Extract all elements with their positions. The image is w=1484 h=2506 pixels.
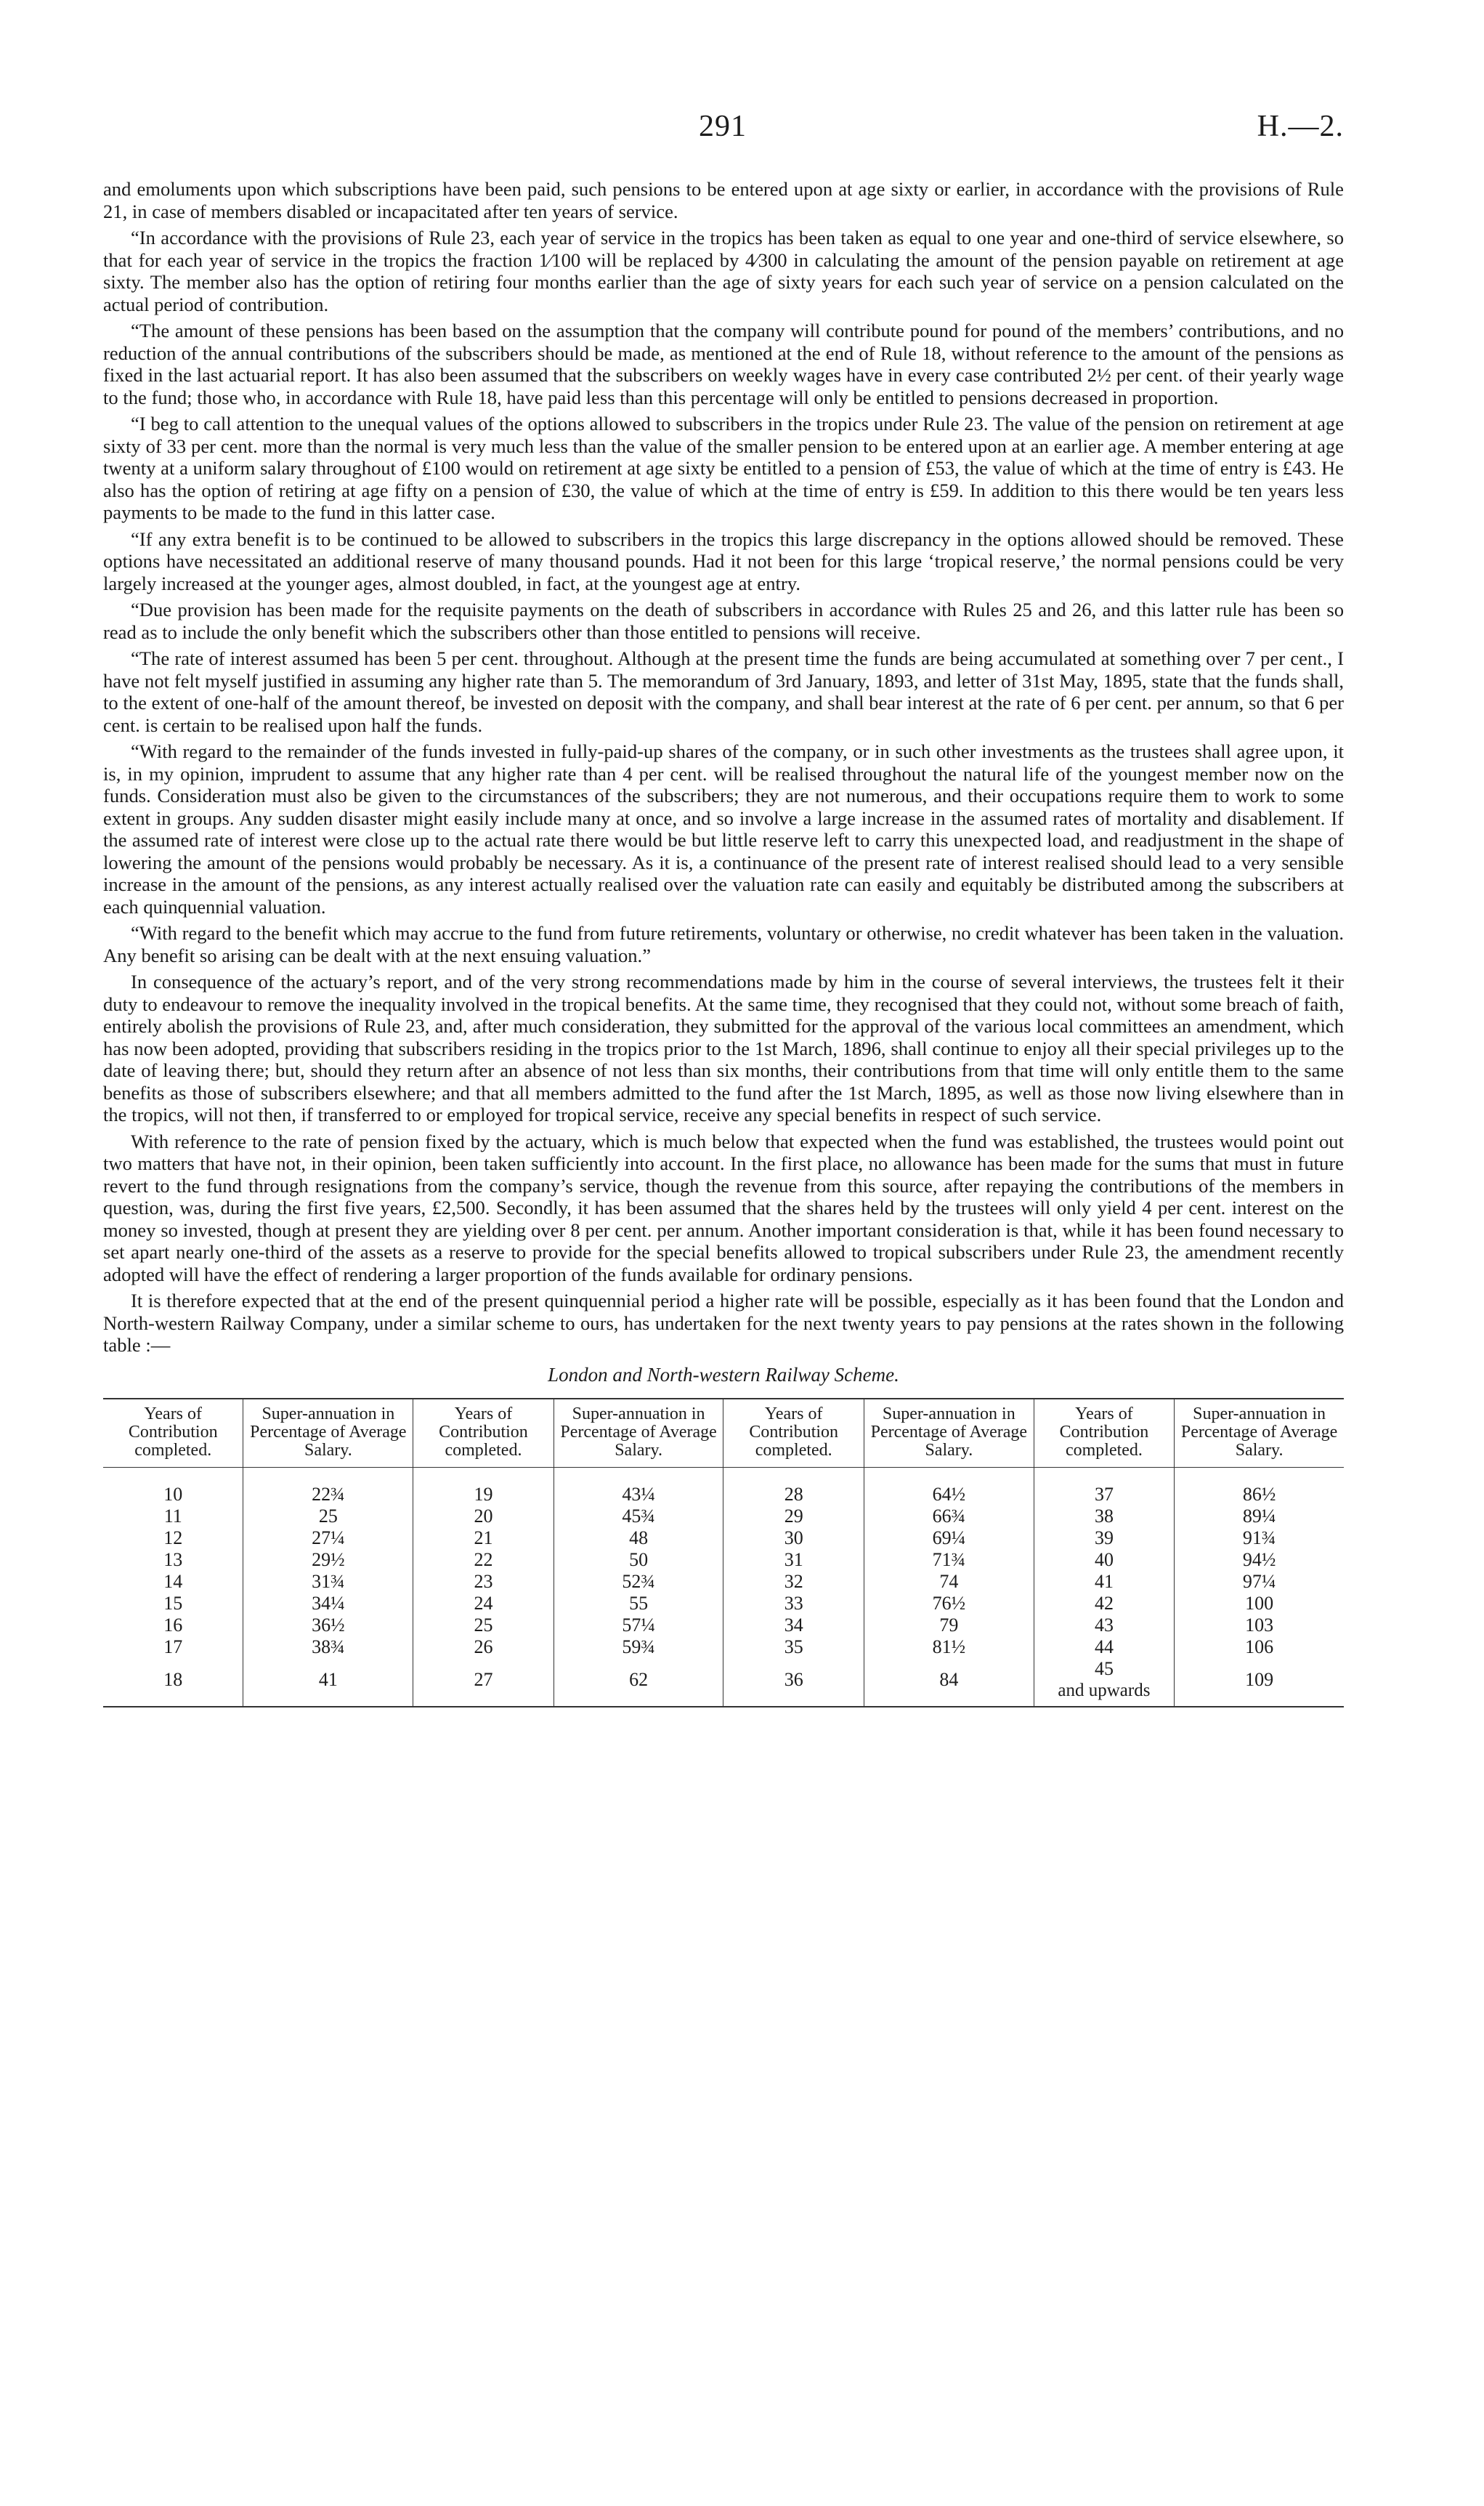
table-cell: 62 (554, 1658, 723, 1707)
table-cell: 33 (723, 1593, 864, 1614)
table-cell: 14 (163, 1570, 183, 1592)
table-cell: 55 (554, 1593, 723, 1614)
table-cell: 36½ (243, 1614, 413, 1636)
paragraph: In consequence of the actuary’s report, and of the very strong recommendations made by him in the course of several interviews, the trustees felt it their duty to endeavour to remove the inequality involved in the tropical benefits. At the same time, they recognised that they could not, without some breach of faith, entirely abolish the provisions of Rule 23, and, after much consideration, they submitted for the approval of the various local committees an amendment, which has now been adopted, providing that subscribers residing in the tropics prior to the 1st March, 1896, shall continue to enjoy all their special privileges up to the date of leaving there; but, should they return after an absence of not less than six months, their contributions from that time will only entitle them to the same benefits as those of subscribers elsewhere; and that all members admitted to the fund after the 1st March, 1895, as well as those now living elsewhere than in the tropics, will not then, if transferred to or employed for tropical service, receive any special benefits in respect of such service. (103, 971, 1344, 1125)
paragraph: “I beg to call attention to the unequal values of the options allowed to subscribers in the tropics under Rule 23. The value of the pension on retirement at age sixty of 33 per cent. more than the normal is very much less than the value of the smaller pension to be entered upon at an earlier age. A member entering at age twenty at a uniform salary throughout of £100 would on retirement at age sixty be entitled to a pension of £53, the value of which at the time of entry is £43. He also has the option of retiring at age fifty on a pension of £30, the value of which at the time of entry is £59. In addition to this there would be ten years less payments to be made to the fund in this latter case. (103, 413, 1344, 523)
paragraph: “The amount of these pensions has been based on the assumption that the company will contribute pound for pound of the members’ contributions, and no reduction of the annual contributions of the subscribers should be made, as mentioned at the end of Rule 18, without reference to the amount of the pensions as fixed in the last actuarial report. It has also been assumed that the subscribers on weekly wages have in every case contributed 2½ per cent. of their yearly wage to the fund; those who, in accordance with Rule 18, have paid less than this percentage will only be entitled to pensions decreased in proportion. (103, 320, 1344, 408)
table-cell: 22 (413, 1549, 554, 1571)
table-cell: 44 (1034, 1636, 1174, 1658)
table-cell: 64½ (864, 1484, 1034, 1505)
table-cell: 59¾ (554, 1636, 723, 1658)
column-header: Years of Contribution completed. (723, 1399, 864, 1468)
table-cell: 69¼ (864, 1527, 1034, 1549)
table-cell: 81½ (864, 1636, 1034, 1658)
table-cell: 91¾ (1175, 1527, 1344, 1549)
table-cell: 34 (723, 1614, 864, 1636)
table-cell: 66¾ (864, 1505, 1034, 1527)
table-cell: 17 (163, 1636, 183, 1657)
table-header-row (103, 1399, 1344, 1468)
last-row-note: and upwards (1058, 1680, 1151, 1700)
table-cell: 94½ (1175, 1549, 1344, 1571)
paragraph: “The rate of interest assumed has been 5 per cent. throughout. Although at the present time the funds are being accumulated at something over 7 per cent., I have not felt myself justified in assuming any higher rate than 5. The memorandum of 3rd January, 1893, and letter of 31st May, 1895, state that the funds shall, to the extent of one-half of the amount thereof, be invested on deposit with the company, and shall bear interest at the rate of 6 per cent. per annum, so that 6 per cent. is certain to be realised upon half the funds. (103, 647, 1344, 736)
table-cell: 32 (723, 1571, 864, 1593)
table-cell: 11 (163, 1505, 182, 1527)
table-cell: 18 (103, 1658, 243, 1707)
paper-reference: H.—2. (1257, 110, 1344, 143)
table-row (103, 1658, 1344, 1707)
table-caption: London and North-western Railway Scheme. (548, 1363, 899, 1386)
table-cell: 15 (163, 1592, 183, 1614)
table-cell: 79 (864, 1614, 1034, 1636)
paragraph: and emoluments upon which subscriptions have been paid, such pensions to be entered upon at age sixty or earlier, in accordance with the provisions of Rule 21, in case of members disabled or incapacitated after ten years of service. (103, 178, 1344, 222)
table-cell: 52¾ (554, 1571, 723, 1593)
table-cell: 13 (163, 1548, 183, 1570)
table-cell: 38 (1034, 1505, 1174, 1527)
column-header: Years of Contribution completed. (413, 1399, 554, 1468)
table-cell: 12 (163, 1527, 183, 1548)
table-cell: 20 (413, 1505, 554, 1527)
column-header: Super-annuation in Percentage of Average Salary. (1175, 1399, 1344, 1468)
column-header: Years of Contribution completed. (103, 1399, 243, 1468)
table-cell: 23 (413, 1571, 554, 1593)
table-row (103, 1549, 1344, 1571)
page-header (103, 109, 1344, 178)
table-cell: 30 (723, 1527, 864, 1549)
table-cell: 57¼ (554, 1614, 723, 1636)
table-row (103, 1505, 1344, 1527)
paragraph: “If any extra benefit is to be continued to be allowed to subscribers in the tropics this large discrepancy in the options allowed should be removed. These options have necessitated an additional reserve of many thousand pounds. Had it not been for this large ‘tropical reserve,’ the normal pensions could be very largely increased at the younger ages, almost doubled, in fact, at the youngest age at entry. (103, 528, 1344, 594)
table-cell: 76½ (864, 1593, 1034, 1614)
table-spacer-cell (723, 1467, 864, 1484)
table-spacer-cell (103, 1467, 243, 1484)
table-row (103, 1593, 1344, 1614)
table-cell: 89¼ (1175, 1505, 1344, 1527)
column-header: Super-annuation in Percentage of Average Salary. (243, 1399, 413, 1468)
table-cell: 10 (163, 1483, 183, 1505)
table-cell: 109 (1175, 1658, 1344, 1707)
table-row (103, 1484, 1344, 1505)
column-header: Super-annuation in Percentage of Average Salary. (554, 1399, 723, 1468)
table-cell: 29½ (243, 1549, 413, 1571)
table-cell: 50 (554, 1549, 723, 1571)
table-cell: 31¾ (243, 1571, 413, 1593)
document-page (103, 109, 1344, 1707)
table-cell: 34¼ (243, 1593, 413, 1614)
table-spacer-cell (1034, 1467, 1174, 1484)
table-cell: 71¾ (864, 1549, 1034, 1571)
table-spacer-cell (243, 1467, 413, 1484)
table-cell: 25 (413, 1614, 554, 1636)
table-cell: 86½ (1175, 1484, 1344, 1505)
table-cell: 26 (413, 1636, 554, 1658)
column-header: Years of Contribution completed. (1034, 1399, 1174, 1468)
table-cell: 25 (243, 1505, 413, 1527)
paragraph: With reference to the rate of pension fixed by the actuary, which is much below that expected when the fund was established, the trustees would point out two matters that have not, in their opinion, been taken sufficiently into account. In the first place, no allowance has been made for the sums that must in future revert to the fund through resignations from the company’s service, though the revenue from this source, after repaying the contributions of the members in question, was, during the first five years, £2,500. Secondly, it has been assumed that the shares held by the trustees will only yield 4 per cent. interest on the money so invested, though at present they are yielding over 8 per cent. per annum. Another important consideration is that, while it has been found necessary to set apart nearly one-third of the assets as a reserve to provide for the special benefits allowed to tropical subscribers under Rule 23, the amendment recently adopted will have the effect of rendering a larger proportion of the funds available for ordinary pensions. (103, 1130, 1344, 1285)
table-cell: 41 (1034, 1571, 1174, 1593)
table-cell: 97¼ (1175, 1571, 1344, 1593)
table-spacer-cell (413, 1467, 554, 1484)
table-cell: 21 (413, 1527, 554, 1549)
table-cell: 16 (163, 1614, 183, 1636)
table-cell: 24 (413, 1593, 554, 1614)
table-cell: 27 (413, 1658, 554, 1707)
table-cell: 45 and upwards (1034, 1658, 1174, 1707)
table-cell: 39 (1034, 1527, 1174, 1549)
table-spacer-cell (1175, 1467, 1344, 1484)
body-text (103, 178, 1344, 1357)
table-cell: 28 (723, 1484, 864, 1505)
table-spacer-row (103, 1467, 1344, 1484)
table-cell: 38¾ (243, 1636, 413, 1658)
table-spacer-cell (864, 1467, 1034, 1484)
table-cell: 22¾ (243, 1484, 413, 1505)
table-cell: 45¾ (554, 1505, 723, 1527)
table-row (103, 1527, 1344, 1549)
table-row (103, 1614, 1344, 1636)
table-cell: 84 (864, 1658, 1034, 1707)
paragraph: It is therefore expected that at the end of the present quinquennial period a higher rate will be possible, especially as it has been found that the London and North-western Railway Company, under a similar scheme to ours, has undertaken for the next twenty years to pay pensions at the rates shown in the following table :— (103, 1290, 1344, 1356)
table-row (103, 1636, 1344, 1658)
column-header: Super-annuation in Percentage of Average Salary. (864, 1399, 1034, 1468)
table-cell: 41 (243, 1658, 413, 1707)
table-cell: 42 (1034, 1593, 1174, 1614)
pension-table-body (103, 1467, 1344, 1707)
table-cell: 19 (413, 1484, 554, 1505)
table-cell: 27¼ (243, 1527, 413, 1549)
table-cell: 100 (1175, 1593, 1344, 1614)
table-cell: 29 (723, 1505, 864, 1527)
pension-table (103, 1398, 1344, 1707)
table-cell: 31 (723, 1549, 864, 1571)
table-cell: 106 (1175, 1636, 1344, 1658)
table-cell: 40 (1034, 1549, 1174, 1571)
table-cell: 37 (1034, 1484, 1174, 1505)
table-cell: 43 (1034, 1614, 1174, 1636)
table-cell: 35 (723, 1636, 864, 1658)
table-row (103, 1571, 1344, 1593)
table-cell: 74 (864, 1571, 1034, 1593)
paragraph: “With regard to the remainder of the funds invested in fully-paid-up shares of the company, or in such other investments as the trustees shall agree upon, it is, in my opinion, imprudent to assume that any higher rate than 4 per cent. will be realised throughout the natural life of the youngest member now on the funds. Consideration must also be given to the circumstances of the subscribers; they are not numerous, and their occupations require them to work to some extent in groups. Any sudden disaster might easily include many at once, and so involve a large increase in the assumed rates of mortality and disablement. If the assumed rate of interest were close up to the actual rate there would be but little reserve left to carry this unexpected load, and readjustment in the shape of lowering the amount of the pensions would probably be necessary. As it is, a continuance of the present rate of interest realised should lead to a very sensible increase in the amount of the pensions, as any interest actually realised over the valuation rate can easily and equitably be distributed among the subscribers at each quinquennial valuation. (103, 740, 1344, 918)
table-cell: 36 (723, 1658, 864, 1707)
table-spacer-cell (554, 1467, 723, 1484)
table-cell: 103 (1175, 1614, 1344, 1636)
page-number: 291 (699, 110, 747, 143)
table-cell: 43¼ (554, 1484, 723, 1505)
paragraph: “Due provision has been made for the requisite payments on the death of subscribers in accordance with Rules 25 and 26, and this latter rule has been so read as to include the only benefit which the subscribers other than those entitled to pensions will receive. (103, 599, 1344, 643)
paragraph: “With regard to the benefit which may accrue to the fund from future retirements, voluntary or otherwise, no credit whatever has been taken in the valuation. Any benefit so arising can be dealt with at the next ensuing valuation.” (103, 922, 1344, 966)
table-cell: 48 (554, 1527, 723, 1549)
paragraph: “In accordance with the provisions of Rule 23, each year of service in the tropics has been taken as equal to one year and one-third of service elsewhere, so that for each year of service in the tropics the fraction 1⁄100 will be replaced by 4⁄300 in calculating the amount of the pension payable on retirement at age sixty. The member also has the option of retiring four months earlier than the age of sixty years for each such year of service on a pension calculated on the actual period of contribution. (103, 227, 1344, 315)
